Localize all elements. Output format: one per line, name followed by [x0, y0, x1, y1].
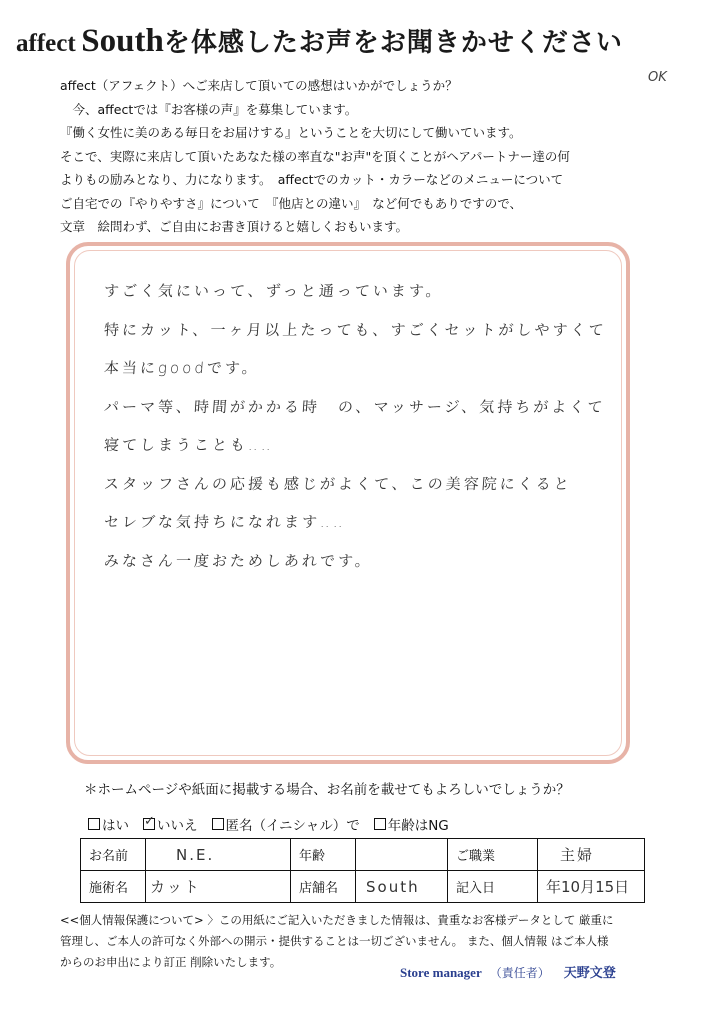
intro-line: 『働く女性に美のある毎日をお届けする』ということを大切にして働いています。: [60, 125, 522, 140]
option-yes[interactable]: [88, 814, 129, 834]
job-value[interactable]: 主婦: [538, 839, 645, 871]
checkbox-no[interactable]: [143, 818, 155, 830]
checkbox-initials[interactable]: [212, 818, 224, 830]
publish-options: [88, 814, 463, 834]
age-label: 年齢: [291, 839, 356, 871]
comment-line: 寝てしまうことも‥‥: [103, 436, 275, 454]
comment-line: スタッフさんの応援も感じがよくて、この美容院にくると: [103, 474, 573, 493]
handwritten-comment: [104, 272, 614, 580]
date-label: 記入日: [448, 871, 538, 903]
intro-line: affect（アフェクト）へご来店して頂いての感想はいかがでしょうか？: [60, 78, 458, 93]
manager-role: （責任者）: [489, 966, 550, 980]
option-no[interactable]: [143, 814, 198, 834]
store-label: 店舗名: [291, 871, 356, 903]
privacy-line: <<個人情報保護について> 〉この用紙にご記入いただきました情報は、貴重なお客様データとして 厳重に: [60, 913, 614, 927]
intro-line: よりもの励みとなり、力になります。 affectでのカット・カラーなどのメニューについて: [60, 172, 564, 187]
menu-label: 施術名: [81, 871, 146, 903]
publish-question: ＊ホームページや紙面に掲載する場合、お名前を載せてもよろしいでしょうか？: [84, 782, 570, 798]
comment-line: みなさん一度おためしあれです。: [103, 551, 374, 570]
option-age-ng-label: 年齢はNG: [387, 818, 449, 834]
option-initials-label: 匿名（イニシャル）で: [225, 818, 360, 834]
intro-line: 今、affectでは『お客様の声』を募集しています。: [60, 101, 358, 117]
intro-line: 文章 絵問わず、ご自由にお書き頂けると嬉しくおもいます。: [60, 219, 409, 234]
customer-info-table: [80, 838, 645, 903]
comment-line: すごく気にいって、ずっと通っています。: [103, 282, 445, 300]
option-initials[interactable]: [212, 814, 360, 834]
title-rest: を体感したお声をお聞きかせください: [163, 28, 623, 58]
table-row: [81, 871, 645, 903]
name-label: お名前: [81, 839, 146, 871]
intro-line: ご自宅での『やりやすさ』について 『他店との違い』 など何でもありですので、: [60, 195, 523, 211]
checkbox-yes[interactable]: [88, 818, 100, 830]
privacy-line: からのお申出により訂正 削除いたします。: [60, 955, 282, 969]
table-row: [81, 839, 645, 871]
comment-line: セレブな気持ちになれます‥‥: [103, 513, 347, 531]
privacy-line: 管理し、ご本人の許可なく外部への開示・提供することは一切ございません。 また、個人情報 はご本人様: [60, 934, 609, 948]
store-manager: [400, 962, 616, 981]
menu-value[interactable]: カット: [146, 871, 291, 903]
comment-line: 特にカット、一ヶ月以上たっても、すごくセットがしやすくて: [103, 320, 608, 339]
ok-mark: OK: [648, 70, 667, 85]
age-value[interactable]: [356, 839, 448, 871]
option-no-label: いいえ: [157, 818, 198, 834]
manager-title: Store manager: [400, 965, 482, 980]
page-title: [16, 22, 716, 60]
comment-line: パーマ等、時間がかかる時 の、マッサージ、気持ちがよくて: [103, 397, 606, 416]
name-value[interactable]: N.E.: [146, 839, 291, 871]
date-value[interactable]: 年10月15日: [538, 871, 645, 903]
option-age-ng[interactable]: [374, 814, 449, 834]
job-label: ご職業: [448, 839, 538, 871]
comment-line: 本当にgoodです。: [103, 359, 261, 377]
manager-name: 天野文登: [563, 965, 616, 980]
title-affect: affect: [16, 30, 76, 57]
intro-text: [60, 74, 700, 239]
option-yes-label: はい: [102, 818, 129, 834]
title-south: South: [81, 23, 164, 59]
checkbox-age-ng[interactable]: [374, 818, 386, 830]
intro-line: そこで、実際に来店して頂いたあなた様の率直な"お声"を頂くことがヘアパートナー達の何: [60, 148, 570, 164]
store-value[interactable]: South: [356, 871, 448, 903]
